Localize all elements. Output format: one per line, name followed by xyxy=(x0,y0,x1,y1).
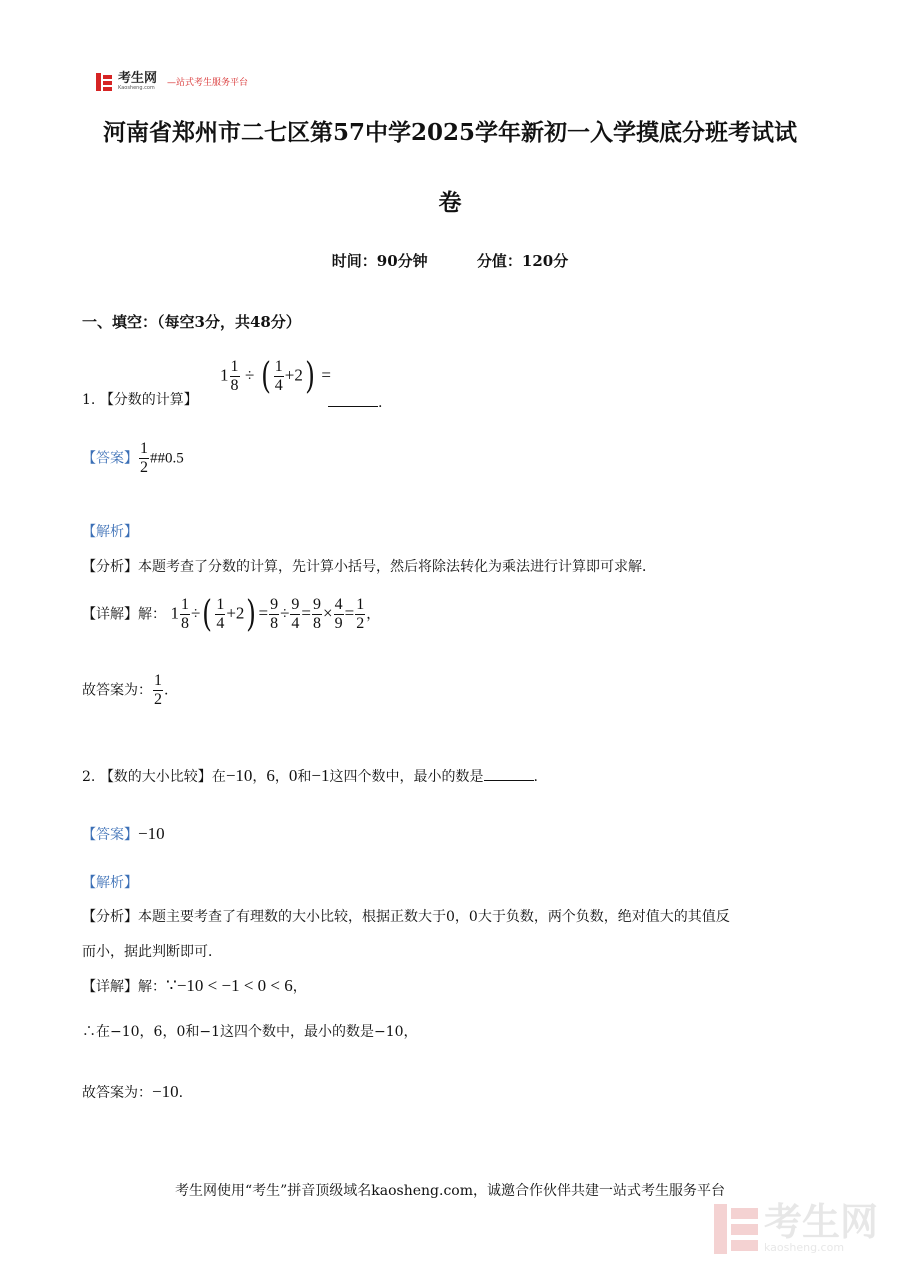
q1-blank: . xyxy=(328,392,382,413)
detail-label: 【详解】解： xyxy=(82,979,166,995)
q1-frac-b: $\frac{1}{4}$ xyxy=(274,358,283,394)
q2-therefore: ∴在−10，6，0和−1这四个数中，最小的数是−10， xyxy=(82,1024,418,1040)
q2-analysis-2: 而小，据此判断即可． xyxy=(82,944,222,960)
logo-domain: Kaosheng.com xyxy=(118,85,155,91)
page-title-cont: 卷 xyxy=(438,189,462,216)
exam-meta xyxy=(0,250,900,271)
q2-conclusion-value: −10 xyxy=(152,1082,179,1101)
q2-tag: 【数的大小比较】 xyxy=(99,769,212,785)
watermark-logo-icon xyxy=(714,1204,758,1254)
q1-jiexi: 【解析】 xyxy=(82,524,138,540)
section-heading: 一、填空：（每空3分，共48分） xyxy=(82,313,301,331)
q1-line xyxy=(82,390,198,410)
answer-label: 【答案】 xyxy=(82,450,138,467)
q1-detail: 【详解】解： 1 $\frac{1}{8}$ ÷( $\frac{1}{4}$ +2) = $\frac{9}{8}$ ÷ $\frac{9}{4}$ = $\frac{9}{8}$ × $\frac{4}{9}$ = $\frac{1}{2}$ ， xyxy=(82,593,381,635)
q1-analysis: 【分析】本题考查了分数的计算，先计算小括号，然后将除法转化为乘法进行计算即可求解． xyxy=(82,559,656,575)
q1-conclusion: 故答案为： $\frac{1}{2}$ . xyxy=(82,672,169,708)
q2-detail: 【详解】解：∵−10 < −1 < 0 < 6， xyxy=(82,976,307,995)
answer-label: 【答案】 xyxy=(82,827,138,843)
q1-answer-alt: ##0.5 xyxy=(150,450,184,467)
page-footer: 考生网使用“考生”拼音顶级域名kaosheng.com，诚邀合作伙伴共建一站式考生服务平台 xyxy=(174,1183,726,1199)
q2-detail-expr: ∵−10 < −1 < 0 < 6 xyxy=(166,976,293,995)
logo-slogan: —站式考生服务平台 xyxy=(167,78,249,88)
q2-conclusion: 故答案为：−10. xyxy=(82,1082,184,1101)
q2-jiexi: 【解析】 xyxy=(82,875,138,891)
conclusion-label: 故答案为： xyxy=(82,1085,152,1101)
q1-tag: 【分数的计算】 xyxy=(99,392,198,408)
exam-time: 时间：90分钟 xyxy=(331,252,428,270)
brand-logo xyxy=(96,72,248,91)
q1-conclusion-frac: $\frac{1}{2}$ xyxy=(154,672,162,708)
q2-line: 2. 【数的大小比较】在−10，6，0和−1这四个数中，最小的数是 . xyxy=(82,766,538,785)
q1-div: ÷ xyxy=(244,365,255,385)
q1-number: 1. xyxy=(82,392,96,408)
exam-score: 分值：120分 xyxy=(476,252,569,270)
q2-number: 2. xyxy=(82,769,96,785)
watermark-domain: kaosheng.com xyxy=(763,1241,845,1254)
q1-frac-a: $\frac{1}{8}$ xyxy=(230,358,239,394)
q1-whole: 1 xyxy=(220,365,229,385)
q1-answer xyxy=(82,440,184,477)
page-title: 河南省郑州市二七区第57中学2025学年新初一入学摸底分班考试试 xyxy=(102,119,798,146)
q1-plus: +2 xyxy=(284,365,303,385)
q1-answer-frac: $\frac{1}{2}$ xyxy=(140,440,148,476)
conclusion-label: 故答案为： xyxy=(82,682,152,699)
watermark xyxy=(714,1200,878,1254)
q1-expression: 1 $\frac{1}{8}$ ÷ ( $\frac{1}{4}$ +2) = xyxy=(220,355,331,397)
logo-icon xyxy=(96,73,112,91)
detail-label: 【详解】解： xyxy=(82,606,166,623)
q2-answer-value: −10 xyxy=(138,824,165,843)
logo-name: 考生网 xyxy=(118,71,158,86)
q2-answer xyxy=(82,824,165,845)
watermark-name: 考生网 xyxy=(763,1200,878,1244)
q2-analysis-1: 【分析】本题主要考查了有理数的大小比较，根据正数大于0，0大于负数，两个负数，绝对值大的其值反 xyxy=(82,909,730,925)
q1-eq: = xyxy=(321,365,331,385)
